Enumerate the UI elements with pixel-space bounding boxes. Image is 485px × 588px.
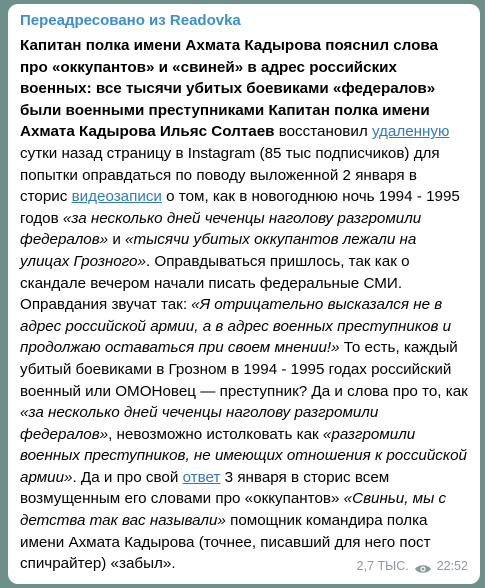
italic-quote: «Свиньи, мы с детства так вас называли»: [20, 490, 447, 530]
message-bubble: [8, 4, 480, 584]
bold-headline: Капитан полка имени Ахмата Кадырова пояснил слова про «оккупантов» и «свиней» в адрес российских военных: все тысячи убитых боевиками «федералов» были военными преступниками Капитан полка имени Ахмата Кадырова Ильяс Солтаев: [20, 37, 438, 141]
text-run: восстановил: [274, 123, 372, 141]
text-run: 3 января в сторис всем возмущенным его словами про «оккупантов»: [20, 468, 390, 508]
text-run: и: [108, 231, 126, 249]
text-run: . Оправдываться пришлось, так как о скандале вечером начали писать федеральные СМИ. Оправдания звучат так:: [20, 252, 410, 314]
message-time: 22:52: [436, 559, 468, 574]
message-text: [20, 35, 468, 575]
text-run: . Да и про свой: [72, 468, 183, 486]
italic-quote: «за несколько дней чеченцы наголову разгромили федералов»: [20, 404, 379, 443]
italic-quote: «за несколько дней чеченцы наголову разгромили федералов»: [20, 209, 422, 249]
italic-quote: «тысячи убитых оккупантов лежали на улицах Грозного»: [20, 231, 417, 270]
text-run: помощник командира полка имени Ахмата Кадырова (точнее, писавший для него пост спичрайтер) «забыл».: [20, 512, 431, 573]
views-count: 2,7 ТЫС.: [356, 559, 409, 574]
inline-link[interactable]: ответ: [182, 468, 221, 486]
text-run: сутки назад страницу в Instagram (85 тыс подписчиков) для попытки оправдаться по поводу выложенной 2 января в сторис: [20, 144, 440, 206]
italic-quote: «разгромили военных преступников, не имеющих отношения к российской армии»: [20, 425, 467, 486]
message-meta: [357, 556, 468, 578]
forwarded-from-link[interactable]: Переадресовано из Readovka: [20, 12, 241, 29]
italic-quote: «Я отрицательно высказался не в адрес российской армии, а в адрес военных преступников и продолжаю оставаться при своем мнении!»: [20, 296, 452, 357]
text-run: , невозможно истолковать как: [108, 425, 323, 443]
text-run: То есть, каждый убитый боевиками в Грозном в 1994 - 1995 годах российский военный или ОМОНовец — преступник? Да и слова про то, как: [20, 339, 468, 400]
inline-link[interactable]: удаленную: [371, 123, 450, 141]
inline-link[interactable]: видеозаписи: [71, 188, 162, 206]
text-run: о том, как в новогоднюю ночь 1994 - 1995 годов: [20, 188, 460, 227]
eye-icon: [414, 561, 432, 573]
